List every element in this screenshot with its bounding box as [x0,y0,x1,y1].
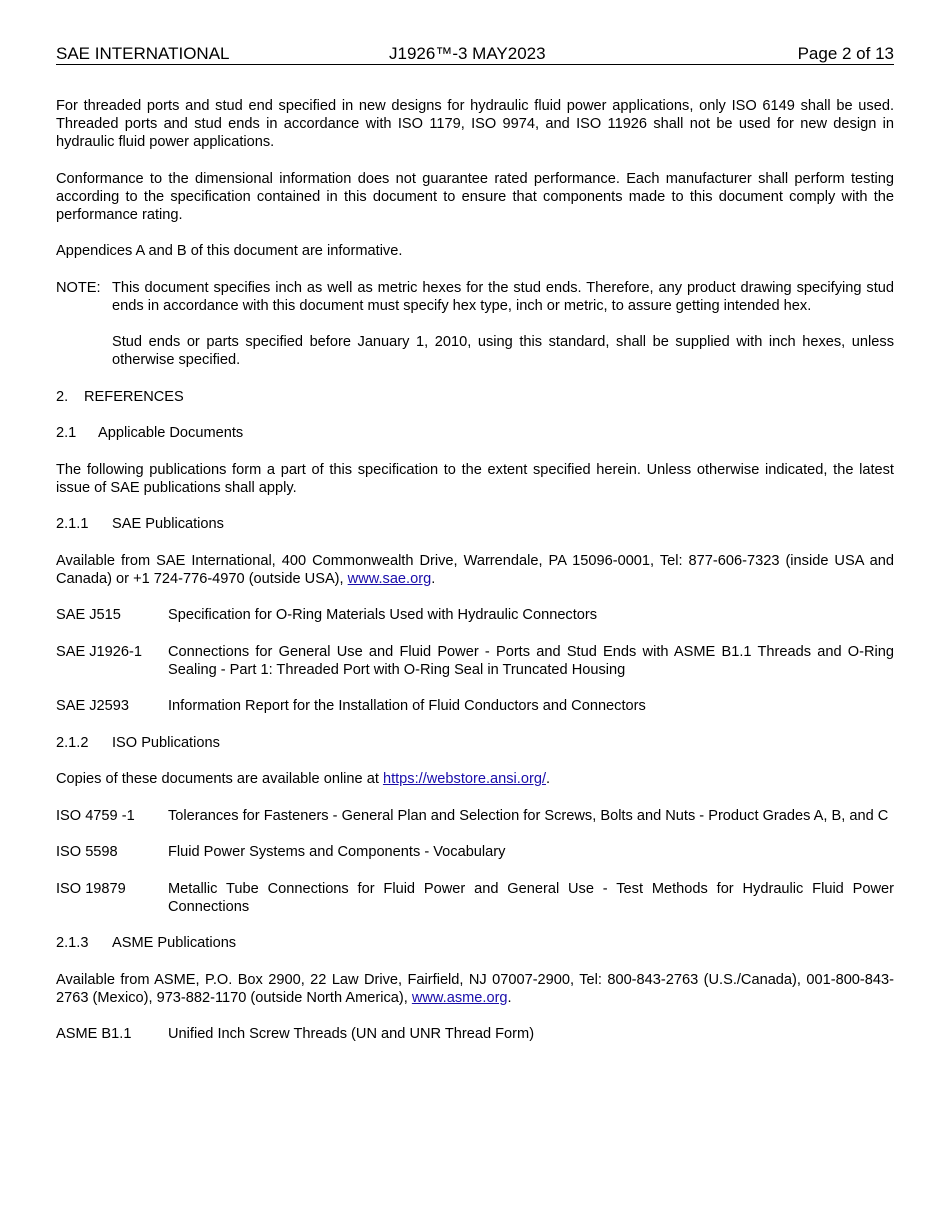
section-heading-applicable-documents [56,424,894,442]
section-title: ISO Publications [112,734,220,751]
note-text: This document specifies inch as well as metric hexes for the stud ends. Therefore, any product drawing specifying stud ends in accordance with this document must specify hex type, inch or metric, to assure getting intended hex. [112,279,894,314]
section-title: REFERENCES [84,388,184,405]
reference-code: SAE J1926-1 [56,643,142,660]
header-document-id: J1926™-3 MAY2023 [389,44,546,63]
paragraph: The following publications form a part of this specification to the extent specified herein. Unless otherwise indicated, the latest issue of SAE publications shall apply. [56,461,894,496]
paragraph: Conformance to the dimensional information does not guarantee rated performance. Each manufacturer shall perform testing according to the specification contained in this document to ensure that components made to this document comply with the performance rating. [56,170,894,223]
section-number: 2.1.2 [56,734,89,751]
section-number: 2.1 [56,425,77,441]
period: . [546,771,551,787]
reference-item [56,1025,894,1043]
section-title: Applicable Documents [98,425,244,441]
document-body [56,97,894,1062]
reference-item [56,807,894,825]
reference-code: ISO 4759 -1 [56,807,135,824]
section-title: ASME Publications [112,935,237,951]
availability-text: Copies of these documents are available online at [56,771,383,787]
header-page-number: Page 2 of 13 [797,44,894,63]
section-heading-iso-publications [56,734,894,752]
reference-code: ISO 19879 [56,880,126,897]
reference-item [56,697,894,715]
reference-title: Metallic Tube Connections for Fluid Power and General Use - Test Methods for Hydraulic Fluid Power Connections [168,880,894,915]
note-label: NOTE: [56,279,101,296]
availability-paragraph [56,971,894,1007]
sae-website-link[interactable]: www.sae.org [347,570,432,587]
paragraph: For threaded ports and stud end specified in new designs for hydraulic fluid power applications, only ISO 6149 shall be used. Threaded ports and stud ends in accordance with ISO 1179, ISO 9974, and ISO 11926 shall not be used for new design in hydraulic fluid power applications. [56,98,894,150]
section-number: 2. [56,388,69,405]
availability-text: Available from SAE International, 400 Commonwealth Drive, Warrendale, PA 15096-0001, Tel: 877-606-7323 (inside USA and Canada) or +1 724-776-4970 (outside USA), [56,552,894,587]
reference-item [56,880,894,916]
section-title: SAE Publications [112,516,224,532]
availability-paragraph [56,770,894,788]
reference-code: ISO 5598 [56,844,118,860]
reference-title: Information Report for the Installation of Fluid Conductors and Connectors [168,698,646,714]
reference-title: Fluid Power Systems and Components - Vocabulary [168,844,506,860]
ansi-webstore-link[interactable]: https://webstore.ansi.org/ [382,771,546,787]
asme-website-link[interactable]: www.asme.org [411,989,508,1006]
period: . [431,570,436,587]
availability-text: Available from ASME, P.O. Box 2900, 22 Law Drive, Fairfield, NJ 07007-2900, Tel: 800-843-2763 (U.S./Canada), 001-800-843-2763 (Mexico), 973-882-1170 (outside North America), [56,971,894,1006]
note [56,279,894,315]
header-organization: SAE INTERNATIONAL [56,44,230,63]
page-header [56,44,894,65]
period: . [507,989,512,1006]
reference-code: SAE J2593 [56,698,130,714]
reference-item [56,643,894,679]
section-heading-sae-publications [56,515,894,533]
reference-title: Unified Inch Screw Threads (UN and UNR Thread Form) [168,1026,535,1042]
section-heading-references [56,388,894,406]
section-heading-asme-publications [56,934,894,952]
reference-item [56,843,894,861]
section-number: 2.1.1 [56,516,89,532]
section-number: 2.1.3 [56,935,89,951]
reference-code: ASME B1.1 [56,1026,132,1042]
reference-title: Specification for O-Ring Materials Used with Hydraulic Connectors [168,607,598,623]
reference-item [56,606,894,624]
reference-title: Connections for General Use and Fluid Power - Ports and Stud Ends with ASME B1.1 Threads and O-Ring Sealing - Part 1: Threaded Port with O-Ring Seal in Truncated Housing [168,643,894,678]
reference-title: Tolerances for Fasteners - General Plan and Selection for Screws, Bolts and Nuts - Product Grades A, B, and C [168,807,889,824]
availability-paragraph [56,552,894,588]
reference-code: SAE J515 [56,607,121,623]
note-text-continued: Stud ends or parts specified before January 1, 2010, using this standard, shall be supplied with inch hexes, unless otherwise specified. [112,334,894,368]
paragraph: Appendices A and B of this document are informative. [56,243,403,259]
